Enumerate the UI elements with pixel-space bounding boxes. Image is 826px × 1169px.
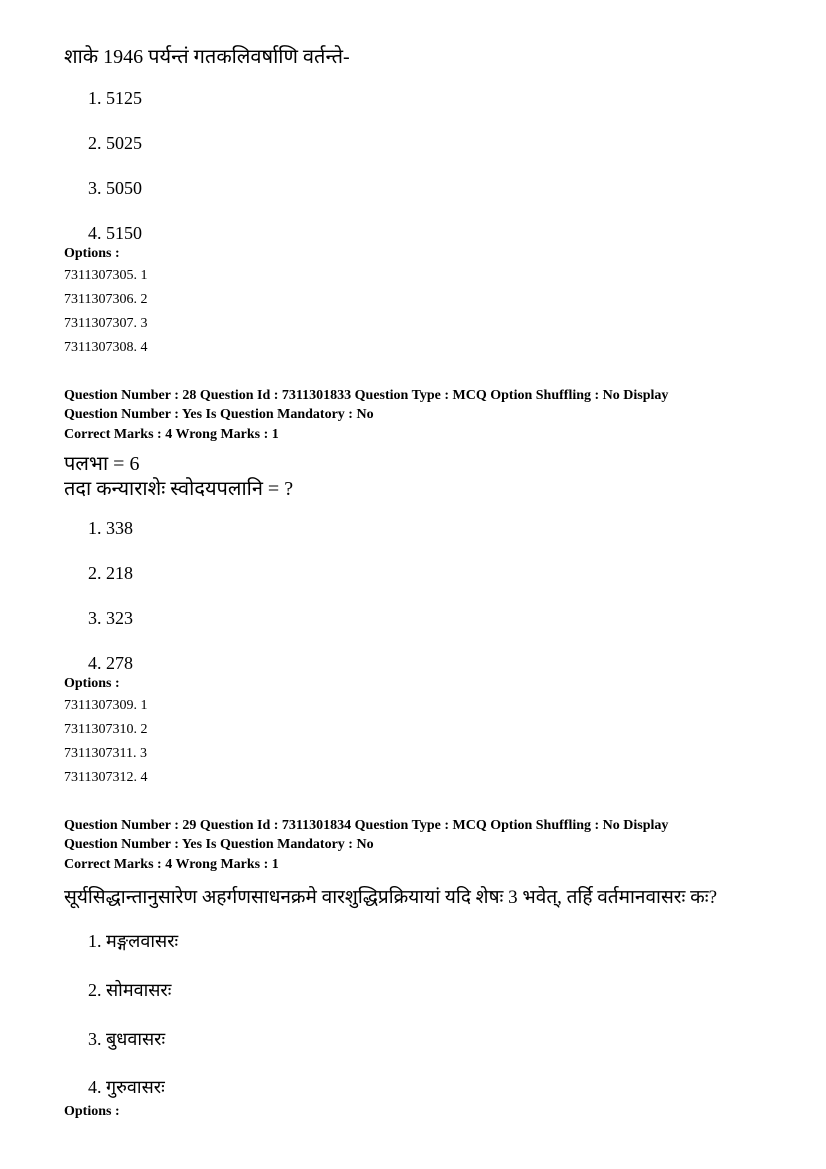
question-28-meta-line-2: Question Number : Yes Is Question Mandatory : No: [64, 407, 374, 422]
question-28-option-id-1: 7311307309. 1: [64, 698, 148, 713]
question-27-choice-2: 2. 5025: [88, 133, 142, 153]
question-28-meta-line-3: Correct Marks : 4 Wrong Marks : 1: [64, 427, 279, 442]
question-27-option-id-3: 7311307307. 3: [64, 316, 148, 331]
question-27-option-id-4: 7311307308. 4: [64, 340, 148, 355]
question-28-choice-4: 4. 278: [88, 653, 133, 673]
question-29-choice-2: 2. सोमवासरः: [88, 980, 172, 1000]
question-29-options-label: Options :: [64, 1104, 120, 1119]
question-27-choice-1: 1. 5125: [88, 88, 142, 108]
question-29-text: सूर्यसिद्धान्तानुसारेण अहर्गणसाधनक्रमे वारशुद्धिप्रक्रियायां यदि शेषः 3 भवेत्, तर्हि वर्तमानवासरः कः?: [64, 887, 718, 908]
question-27-option-id-2: 7311307306. 2: [64, 292, 148, 307]
question-27-text: शाके 1946 पर्यन्तं गतकलिवर्षाणि वर्तन्ते-: [64, 46, 350, 68]
question-29-meta-line-2: Question Number : Yes Is Question Mandatory : No: [64, 837, 374, 852]
question-28-choice-1: 1. 338: [88, 518, 133, 538]
question-28-text-line-2: तदा कन्याराशेः स्वोदयपलानि = ?: [64, 478, 294, 500]
question-28-option-id-4: 7311307312. 4: [64, 770, 148, 785]
question-27-options-label: Options :: [64, 246, 120, 261]
question-28-meta-line-1: Question Number : 28 Question Id : 7311301833 Question Type : MCQ Option Shuffling : No Display: [64, 388, 669, 403]
question-29-choice-4: 4. गुरुवासरः: [88, 1077, 165, 1097]
question-29-meta-line-1: Question Number : 29 Question Id : 7311301834 Question Type : MCQ Option Shuffling : No Display: [64, 818, 669, 833]
question-27-option-id-1: 7311307305. 1: [64, 268, 148, 283]
question-28-choice-2: 2. 218: [88, 563, 133, 583]
question-27-choice-4: 4. 5150: [88, 223, 142, 243]
question-28-choice-3: 3. 323: [88, 608, 133, 628]
question-28-text-line-1: पलभा = 6: [64, 453, 140, 475]
question-29-choice-3: 3. बुधवासरः: [88, 1029, 166, 1049]
question-28-option-id-2: 7311307310. 2: [64, 722, 148, 737]
question-27-choice-3: 3. 5050: [88, 178, 142, 198]
question-28-option-id-3: 7311307311. 3: [64, 746, 147, 761]
question-28-options-label: Options :: [64, 676, 120, 691]
question-29-meta-line-3: Correct Marks : 4 Wrong Marks : 1: [64, 857, 279, 872]
question-29-choice-1: 1. मङ्गलवासरः: [88, 931, 179, 951]
